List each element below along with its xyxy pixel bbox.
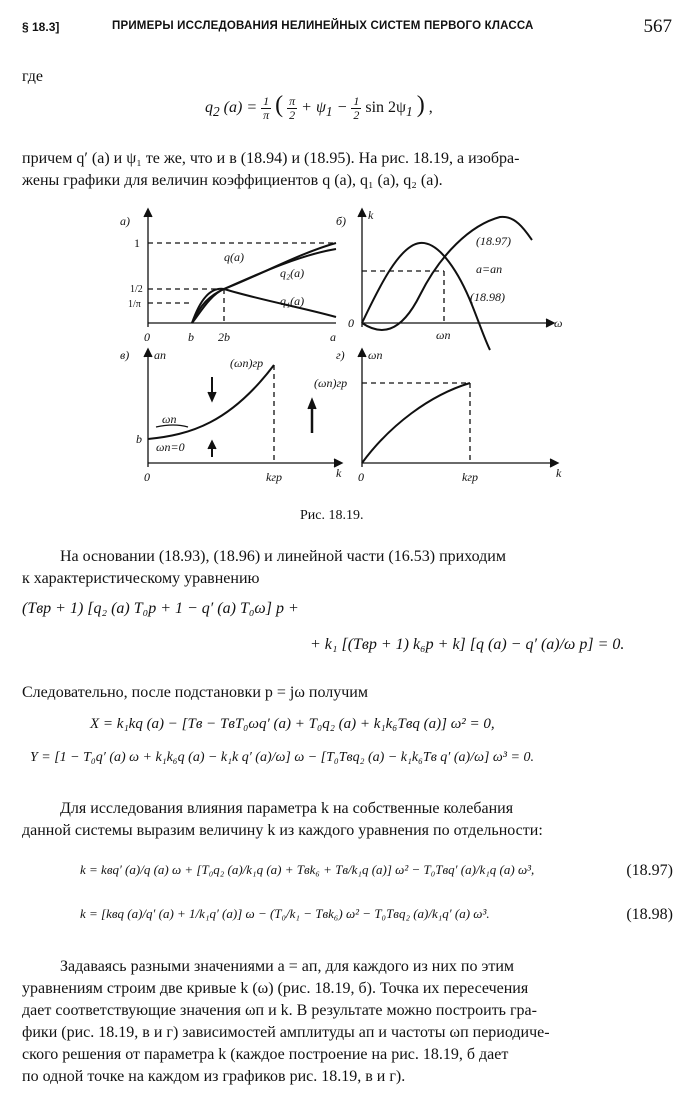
panel-b-xaxis: ω [554, 316, 563, 330]
label-wn-gr-v: (ωп)гр [230, 356, 264, 370]
panel-v-ytick-b: b [136, 432, 142, 446]
label-q: q(a) [224, 250, 244, 264]
eq-18-97: k = kвq′ (a)/q (a) ω + [T₀q₂ (a)/k₁q (a) + Tвk₆ + Tв/k₁q (a)] ω² − T₀Tвq′ (a)/k₁q (a) ω³, [80, 862, 535, 877]
panel-v-xtick-kgr: kгр [266, 470, 283, 484]
panel-a-ytick-half: 1/2 [130, 284, 143, 295]
panel-b-tag: б) [336, 214, 347, 228]
text-where: где [22, 68, 44, 85]
panel-b-xtick: ωп [436, 328, 451, 342]
paragraph-3: Следовательно, после подстановки p = jω получим [22, 684, 368, 701]
paragraph-2: На основании (18.93), (18.96) и линейной части (16.53) приходим к характеристическому уравнению [22, 548, 506, 587]
panel-g-yaxis: ωп [368, 348, 383, 362]
running-header [22, 16, 672, 38]
label-wn: ωп [162, 412, 177, 426]
panel-a-xtick-0: 0 [144, 330, 150, 344]
panel-a-ytick-1: 1 [134, 236, 140, 250]
eq-18-98: k = [kвq (a)/q′ (a) + 1/k₁q′ (a)] ω − (T₀/k₁ − Tвk₆) ω² − T₀Tвq₂ (a)/k₁q′ (a) ω³. [80, 906, 490, 921]
panel-b [358, 209, 554, 350]
label-wn-0: ωп=0 [156, 440, 185, 454]
panel-a [144, 209, 336, 327]
panel-a-ytick-1-pi: 1/π [128, 299, 141, 310]
panel-b-origin: 0 [348, 316, 354, 330]
label-18-98: (18.98) [470, 290, 505, 304]
panel-a-xtick-a: a [330, 330, 336, 344]
label-a-an: a=aп [476, 262, 503, 276]
curve-an-k [148, 365, 274, 439]
panel-v-yaxis: aп [154, 348, 166, 362]
panel-g-xtick-kgr: kгр [462, 470, 479, 484]
panel-a-tag: а) [120, 214, 130, 228]
panel-b-yaxis: k [368, 208, 374, 222]
figure-caption: Рис. 18.19. [300, 508, 364, 523]
panel-g-tag: г) [336, 348, 345, 362]
paragraph-1: причем q′ (a) и ψ₁ те же, что и в (18.94) и (18.95). На рис. 18.19, а изобра- жены графики для величин коэффициентов q (a), q₁ (a), q₂ (a). [22, 150, 520, 189]
eq-18-98-number: (18.98) [626, 906, 673, 923]
panel-v-origin: 0 [144, 470, 150, 484]
page-number: 567 [643, 16, 672, 37]
panel-v-tag: в) [120, 348, 130, 362]
char-eq-line1: (Tвp + 1) [q₂ (a) T₀p + 1 − q′ (a) T₀ω] p + [22, 600, 299, 617]
eq-18-97-number: (18.97) [626, 862, 673, 879]
eq-Y: Y = [1 − T₀q′ (a) ω + k₁k₆q (a) − k₁k q′ (a)/ω] ω − [T₀Tвq₂ (a) − k₁k₆Tв q′ (a)/ω] ω³ = 0. [30, 750, 534, 765]
figure-18-19 [100, 205, 590, 505]
panel-g-xaxis: k [556, 466, 562, 480]
curve-wn-k [362, 383, 470, 463]
panel-a-xtick-b: b [188, 330, 194, 344]
paragraph-5: Задаваясь разными значениями a = aп, для каждого из них по этим уравнениям строим две кривые k (ω) (рис. 18.19, б). Точка их пересечения дает соответствующие значения ωп и k. В результате можно построить гра- фики (рис. 18.19, в и г) зависимостей амплитуды aп и частоты ωп периодиче- ского решения от параметра k (каждое построение на рис. 18.19, б дает по одной точке на каждом из графиков рис. 18.19, в и г). [22, 958, 550, 1085]
panel-v-xaxis: k [336, 466, 342, 480]
running-title: ПРИМЕРЫ ИССЛЕДОВАНИЯ НЕЛИНЕЙНЫХ СИСТЕМ ПЕРВОГО КЛАССА [112, 20, 534, 32]
label-18-97: (18.97) [476, 234, 511, 248]
label-q1: q₁(a) [280, 294, 305, 308]
char-eq-line2: + k₁ [(Tвp + 1) k₆p + k] [q (a) − q′ (a)/ω p] = 0. [310, 636, 625, 653]
panel-g [358, 349, 558, 467]
panel-g-ytick: (ωп)гр [314, 376, 348, 390]
label-q2: q₂(a) [280, 266, 305, 280]
paragraph-4: Для исследования влияния параметра k на собственные колебания данной системы выразим величину k из каждого уравнения по отдельности: [22, 800, 543, 839]
formula-q2: $q_2$ (a) = $\frac{1}{\pi}$ ( $\frac{\pi}{2}$ + $\psi_1$ − $\frac{1}{2}$ $\sin 2\psi_1$ ) , [205, 92, 433, 122]
panel-a-xtick-2b: 2b [218, 330, 230, 344]
eq-X: X = k₁kq (a) − [Tв − TвT₀ωq′ (a) + T₀q₂ (a) + k₁k₆Tвq (a)] ω² = 0, [90, 716, 495, 732]
section-ref: § 18.3] [22, 20, 60, 34]
panel-g-origin: 0 [358, 470, 364, 484]
